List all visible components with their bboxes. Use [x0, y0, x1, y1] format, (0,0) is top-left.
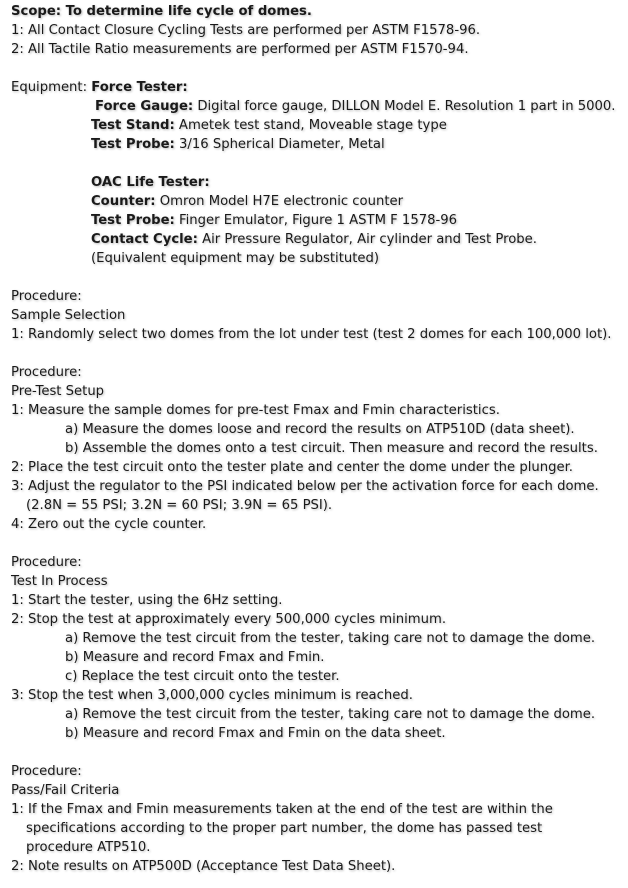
scope-line-1: 1: All Contact Closure Cycling Tests are performed per ASTM F1578-96. — [11, 23, 481, 38]
pass-fail-step-1: 1: If the Fmax and Fmin measurements taken at the end of the test are within the — [11, 802, 553, 817]
pretest-step-3-psi: (2.8N = 55 PSI; 3.2N = 60 PSI; 3.9N = 65 PSI). — [26, 498, 333, 513]
pretest-step-1b: b) Assemble the domes onto a test circuit. Then measure and record the results. — [65, 441, 598, 456]
pass-fail-heading: Pass/Fail Criteria — [11, 783, 120, 798]
test-stand-label: Test Stand: — [91, 118, 175, 133]
pretest-step-1: 1: Measure the sample domes for pre-test Fmax and Fmin characteristics. — [11, 403, 500, 418]
force-gauge-label: Force Gauge: — [95, 99, 194, 114]
pass-fail-step-1-cont: specifications according to the proper part number, the dome has passed test — [26, 821, 543, 836]
pretest-step-1a: a) Measure the domes loose and record the results on ATP510D (data sheet). — [65, 422, 575, 437]
oac-probe-label: Test Probe: — [91, 213, 175, 228]
in-process-heading: Test In Process — [11, 574, 108, 589]
pass-fail-step-1-cont-2: procedure ATP510. — [26, 840, 151, 855]
counter-text: Omron Model H7E electronic counter — [155, 194, 404, 209]
contact-cycle-label: Contact Cycle: — [91, 232, 198, 247]
oac-heading: OAC Life Tester: — [91, 175, 210, 190]
oac-probe-line — [11, 211, 628, 230]
in-process-step-3a: a) Remove the test circuit from the tester, taking care not to damage the dome. — [65, 707, 596, 722]
test-stand-text: Ametek test stand, Moveable stage type — [174, 118, 447, 133]
in-process-step-2c: c) Replace the test circuit onto the tester. — [65, 669, 340, 684]
pretest-step-4: 4: Zero out the cycle counter. — [11, 517, 207, 532]
in-process-step-2b: b) Measure and record Fmax and Fmin. — [65, 650, 325, 665]
procedure-label: Procedure: — [11, 764, 82, 779]
in-process-step-2a: a) Remove the test circuit from the tester, taking care not to damage the dome. — [65, 631, 596, 646]
contact-cycle-line — [11, 230, 628, 249]
in-process-step-2: 2: Stop the test at approximately every 500,000 cycles minimum. — [11, 612, 447, 627]
contact-cycle-text: Air Pressure Regulator, Air cylinder and Test Probe. — [197, 232, 537, 247]
force-tester-heading: Force Tester: — [91, 80, 188, 95]
counter-label: Counter: — [91, 194, 156, 209]
pretest-heading: Pre-Test Setup — [11, 384, 105, 399]
oac-probe-text: Finger Emulator, Figure 1 ASTM F 1578-96 — [174, 213, 458, 228]
scope-line-2: 2: All Tactile Ratio measurements are performed per ASTM F1570-94. — [11, 42, 469, 57]
procedure-label: Procedure: — [11, 289, 82, 304]
equivalent-note: (Equivalent equipment may be substituted) — [91, 251, 380, 266]
force-gauge-text: Digital force gauge, DILLON Model E. Resolution 1 part in 5000. — [193, 99, 616, 114]
force-gauge-line — [11, 97, 628, 116]
pretest-step-3: 3: Adjust the regulator to the PSI indicated below per the activation force for each dome. — [11, 479, 599, 494]
test-probe-text: 3/16 Spherical Diameter, Metal — [174, 137, 385, 152]
test-probe-line — [11, 135, 628, 154]
sample-selection-heading: Sample Selection — [11, 308, 126, 323]
procedure-label: Procedure: — [11, 365, 82, 380]
equipment-label: Equipment: — [11, 80, 88, 95]
procedure-label: Procedure: — [11, 555, 82, 570]
sample-step-1: 1: Randomly select two domes from the lot under test (test 2 domes for each 100,000 lot). — [11, 327, 612, 342]
test-stand-line — [11, 116, 628, 135]
pretest-step-2: 2: Place the test circuit onto the tester plate and center the dome under the plunger. — [11, 460, 573, 475]
in-process-step-3: 3: Stop the test when 3,000,000 cycles minimum is reached. — [11, 688, 413, 703]
in-process-step-1: 1: Start the tester, using the 6Hz setting. — [11, 593, 283, 608]
test-probe-label: Test Probe: — [91, 137, 175, 152]
counter-line — [11, 192, 628, 211]
equipment-line — [11, 78, 628, 97]
in-process-step-3b: b) Measure and record Fmax and Fmin on the data sheet. — [65, 726, 446, 741]
scope-title: Scope: To determine life cycle of domes. — [11, 4, 312, 19]
pass-fail-step-2: 2: Note results on ATP500D (Acceptance Test Data Sheet). — [11, 859, 396, 874]
